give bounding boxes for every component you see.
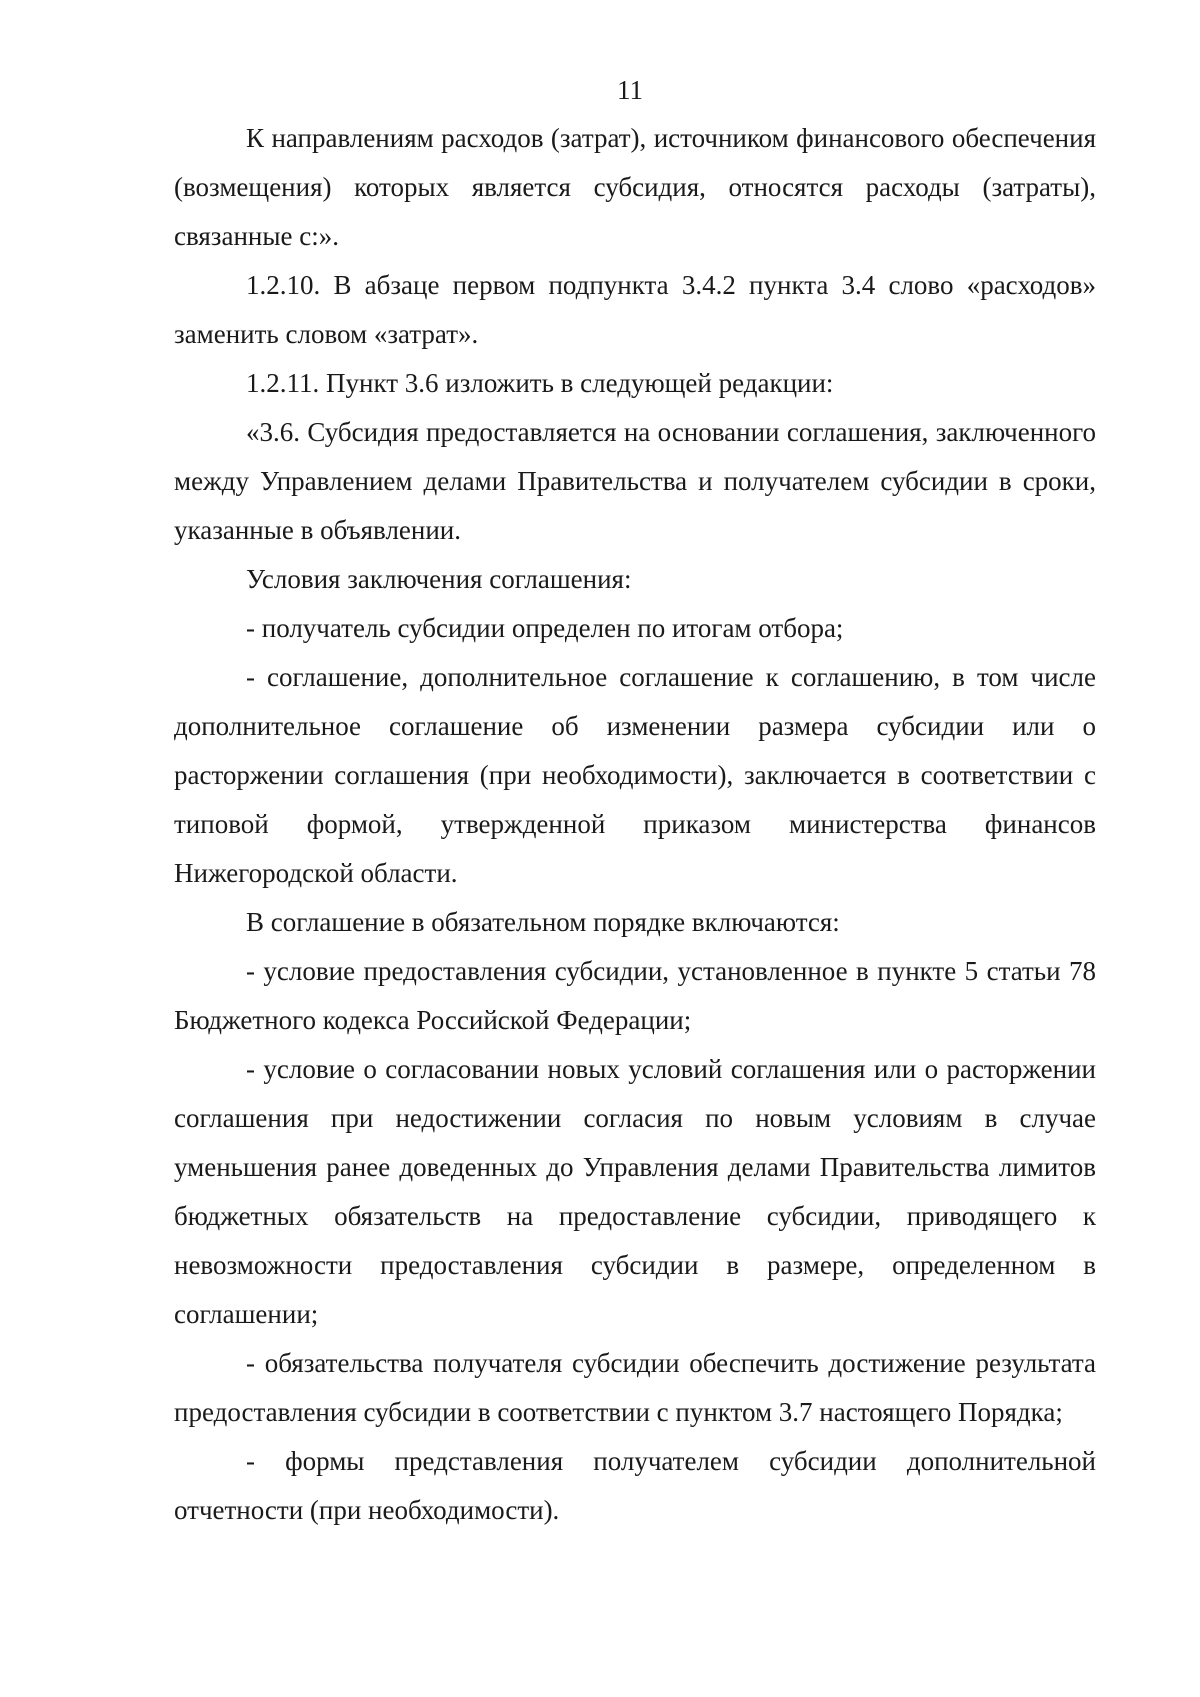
paragraph-1-2-10: 1.2.10. В абзаце первом подпункта 3.4.2 пункта 3.4 слово «расходов» заменить словом «затрат».	[174, 270, 1096, 349]
paragraph-agreement-conditions-heading: Условия заключения соглашения:	[246, 564, 632, 594]
list-item-reporting-forms: - формы представления получателем субсидии дополнительной отчетности (при необходимости).	[174, 1446, 1096, 1525]
list-item-result-obligations: - обязательства получателя субсидии обеспечить достижение результата предоставления субсидии в соответствии с пунктом 3.7 настоящего Порядка;	[174, 1348, 1096, 1427]
list-item-new-conditions-agreement: - условие о согласовании новых условий соглашения или о расторжении соглашения при недостижении согласия по новым условиям в случае уменьшения ранее доведенных до Управления делами Правительства лимитов бюджетных обязательств на предоставление субсидии, приводящего к невозможности предоставления субсидии в размере, определенном в соглашении;	[174, 1054, 1096, 1329]
list-item-budget-code-condition: - условие предоставления субсидии, установленное в пункте 5 статьи 78 Бюджетного кодекса Российской Федерации;	[174, 956, 1096, 1035]
paragraph-3-6: «3.6. Субсидия предоставляется на основании соглашения, заключенного между Управлением делами Правительства и получателем субсидии в сроки, указанные в объявлении.	[174, 417, 1096, 545]
list-item-agreement-form: - соглашение, дополнительное соглашение к соглашению, в том числе дополнительное соглашение об изменении размера субсидии или о расторжении соглашения (при необходимости), заключается в соответствии с типовой формой, утвержденной приказом министерства финансов Нижегородской области.	[174, 662, 1096, 888]
paragraph-mandatory-terms-heading: В соглашение в обязательном порядке включаются:	[246, 907, 840, 937]
document-body	[174, 114, 1096, 1535]
list-item-recipient-selected: - получатель субсидии определен по итогам отбора;	[246, 613, 844, 643]
paragraph-1-2-11: 1.2.11. Пункт 3.6 изложить в следующей редакции:	[246, 368, 834, 398]
page-number: 11	[617, 75, 643, 105]
paragraph-expense-directions: К направлениям расходов (затрат), источником финансового обеспечения (возмещения) которых является субсидия, относятся расходы (затраты), связанные с:».	[174, 123, 1096, 251]
